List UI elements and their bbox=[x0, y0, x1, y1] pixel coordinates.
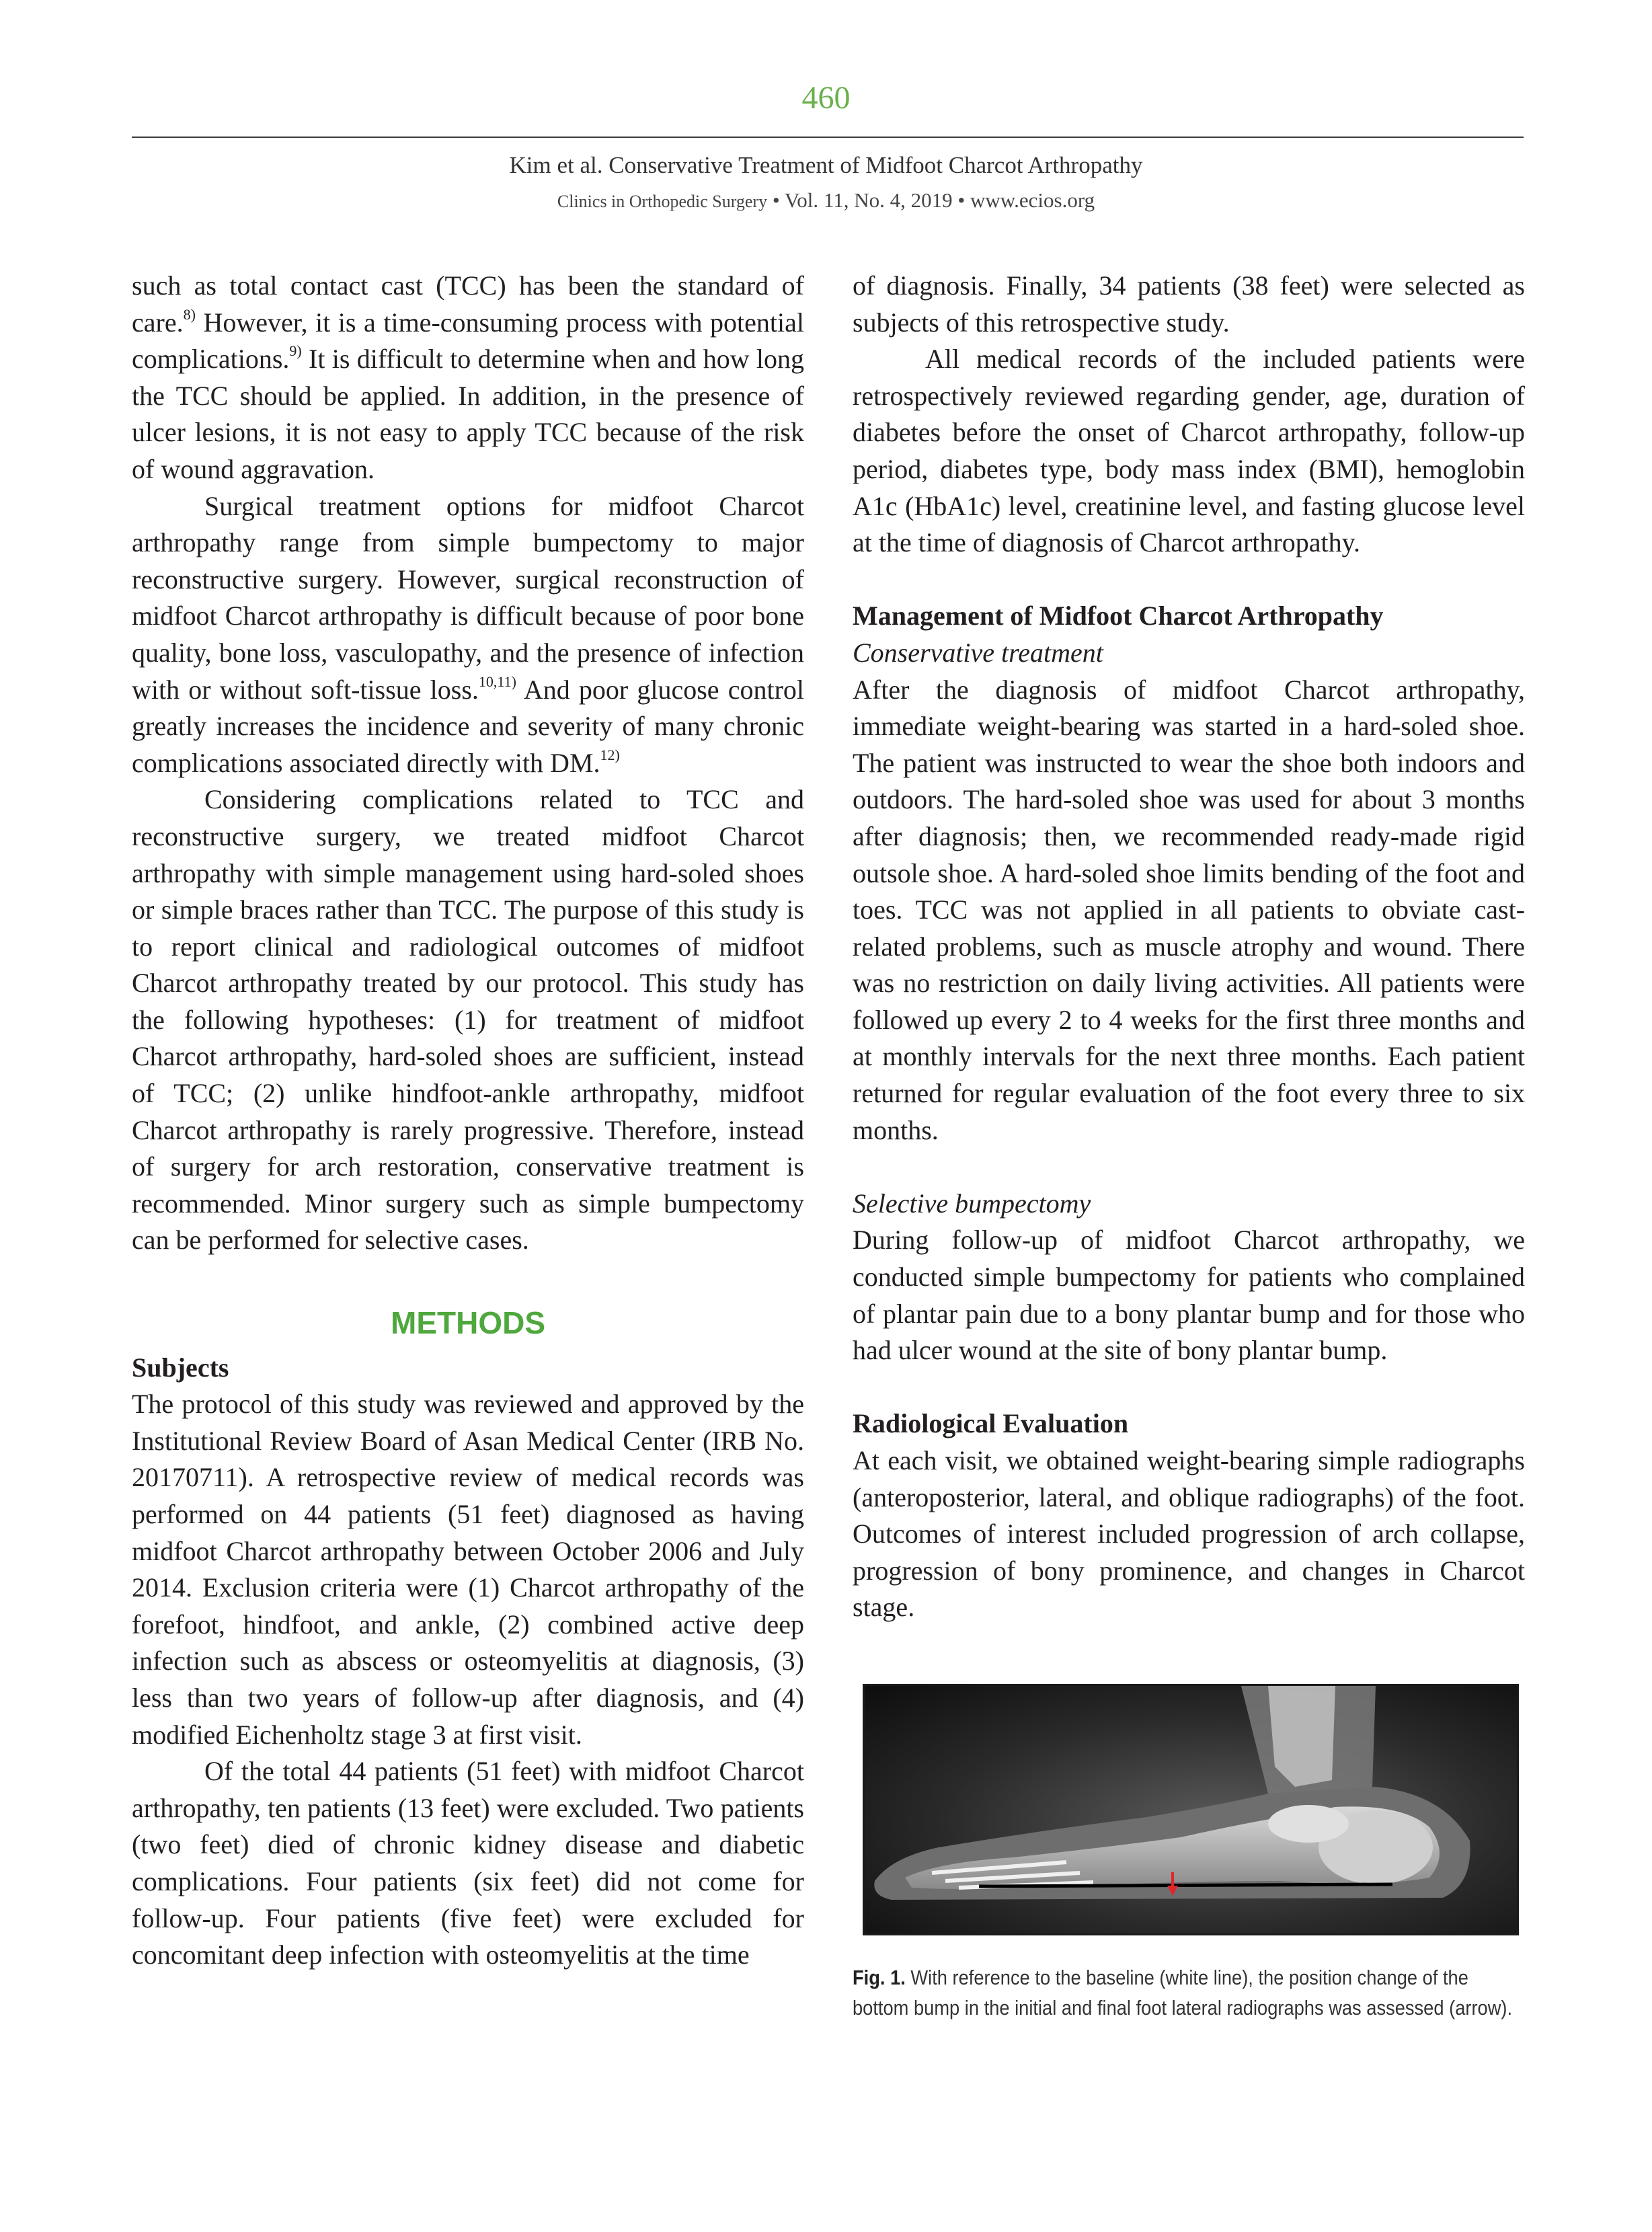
figure-caption bbox=[853, 1962, 1525, 2023]
paragraph: Considering complications related to TCC and reconstructive surgery, we treated midfoot Charcot arthropathy with simple management using hard-soled shoes or simple braces rather than TCC. The purpose of this study is to report clinical and radiological outcomes of midfoot Charcot arthropathy treated by our protocol. This study has the following hypotheses: (1) for treatment of midfoot Charcot arthropathy, hard-soled shoes are sufficient, instead of TCC; (2) unlike hindfoot-ankle arthropathy, midfoot Charcot arthropathy is rarely progressive. Therefore, instead of surgery for arch restoration, conservative treatment is recommended. Minor surgery such as simple bumpectomy can be performed for selective cases. bbox=[132, 784, 804, 1256]
header-divider bbox=[132, 137, 1524, 138]
right-column bbox=[853, 268, 1525, 1626]
subheading-selective-bumpectomy: Selective bumpectomy bbox=[853, 1188, 1091, 1219]
journal-line bbox=[0, 188, 1652, 213]
journal-details: • Vol. 11, No. 4, 2019 • www.ecios.org bbox=[767, 188, 1095, 212]
paragraph: At each visit, we obtained weight-bearing simple radiographs (anteroposterior, lateral, and oblique radiographs) of the foot. Outcomes of interest included progression of arch collapse, progression of bony prominence, and changes in Charcot stage. bbox=[853, 1445, 1525, 1623]
figure-label: Fig. 1. bbox=[853, 1966, 906, 1989]
citation: 12) bbox=[600, 746, 620, 763]
citation: 8) bbox=[183, 305, 196, 323]
paragraph: such as total contact cast (TCC) has been the standard of care.$^{8)}$ However, it is a time-consuming process with potential complications.$^{9)}$ It is difficult to determine when and how long the TCC should be applied. In addition, in the presence of ulcer lesions, it is not easy to apply TCC because of the risk of wound aggravation. bbox=[132, 270, 804, 484]
paragraph: After the diagnosis of midfoot Charcot arthropathy, immediate weight-bearing was started in a hard-soled shoe. The patient was instructed to wear the shoe both indoors and outdoors. The hard-soled shoe was used for about 3 months after diagnosis; then, we recommended ready-made rigid outsole shoe. A hard-soled shoe limits bending of the foot and toes. TCC was not applied in all patients to obviate cast-related problems, such as muscle atrophy and wound. There was no restriction on daily living activities. All patients were followed up every 2 to 4 weeks for the first three months and at monthly intervals for the next three months. Each patient returned for regular evaluation of the foot every three to six months. bbox=[853, 674, 1525, 1145]
paragraph: During follow-up of midfoot Charcot arthropathy, we conducted simple bumpectomy for patients who complained of plantar pain due to a bony plantar bump and for those who had ulcer wound at the site of bony plantar bump. bbox=[853, 1225, 1525, 1366]
paragraph: All medical records of the included patients were retrospectively reviewed regarding gender, age, duration of diabetes before the onset of Charcot arthropathy, follow-up period, diabetes type, body mass index (BMI), hemoglobin A1c (HbA1c) level, creatinine level, and fasting glucose level at the time of diagnosis of Charcot arthropathy. bbox=[853, 344, 1525, 558]
foot-radiograph-figure bbox=[863, 1684, 1519, 1935]
foot-radiograph-image bbox=[865, 1686, 1517, 1933]
paragraph: of diagnosis. Finally, 34 patients (38 feet) were selected as subjects of this retrospective study. bbox=[853, 270, 1525, 338]
citation: 10,11) bbox=[478, 672, 516, 690]
figure-caption-text: With reference to the baseline (white line), the position change of the bottom bump in the initial and final foot lateral radiographs was assessed (arrow). bbox=[853, 1966, 1513, 2019]
running-title: Kim et al. Conservative Treatment of Midfoot Charcot Arthropathy bbox=[509, 152, 1143, 178]
citation: 9) bbox=[289, 342, 302, 360]
paragraph: The protocol of this study was reviewed and approved by the Institutional Review Board of Asan Medical Center (IRB No. 20170711). A retrospective review of medical records was performed on 44 patients (51 feet) diagnosed as having midfoot Charcot arthropathy between October 2006 and July 2014. Exclusion criteria were (1) Charcot arthropathy of the forefoot, hindfoot, and ankle, (2) combined active deep infection such as abscess or osteomyelitis at diagnosis, (3) less than two years of follow-up after diagnosis, and (4) modified Eichenholtz stage 3 at first visit. bbox=[132, 1389, 804, 1750]
subsection-heading-management: Management of Midfoot Charcot Arthropathy bbox=[853, 601, 1384, 631]
subheading-conservative-treatment: Conservative treatment bbox=[853, 637, 1103, 668]
left-column bbox=[132, 268, 804, 1974]
section-title-methods: METHODS bbox=[391, 1305, 545, 1340]
paragraph: Surgical treatment options for midfoot Charcot arthropathy range from simple bumpectomy to major reconstructive surgery. However, surgical reconstruction of midfoot Charcot arthropathy is difficult because of poor bone quality, bone loss, vasculopathy, and the presence of infection with or without soft-tissue loss.$^{10,11)}$ And poor glucose control greatly increases the incidence and severity of many chronic complications associated directly with DM.$^{12)}$ bbox=[132, 490, 804, 778]
subsection-heading-radiological: Radiological Evaluation bbox=[853, 1408, 1129, 1439]
paragraph: Of the total 44 patients (51 feet) with midfoot Charcot arthropathy, ten patients (13 feet) were excluded. Two patients (two feet) died of chronic kidney disease and diabetic complications. Four patients (six feet) did not come for follow-up. Four patients (five feet) were excluded for concomitant deep infection with osteomyelitis at the time bbox=[132, 1756, 804, 1970]
journal-name: Clinics in Orthopedic Surgery bbox=[557, 192, 768, 211]
subsection-heading-subjects: Subjects bbox=[132, 1352, 229, 1383]
page-number: 460 bbox=[801, 80, 851, 116]
